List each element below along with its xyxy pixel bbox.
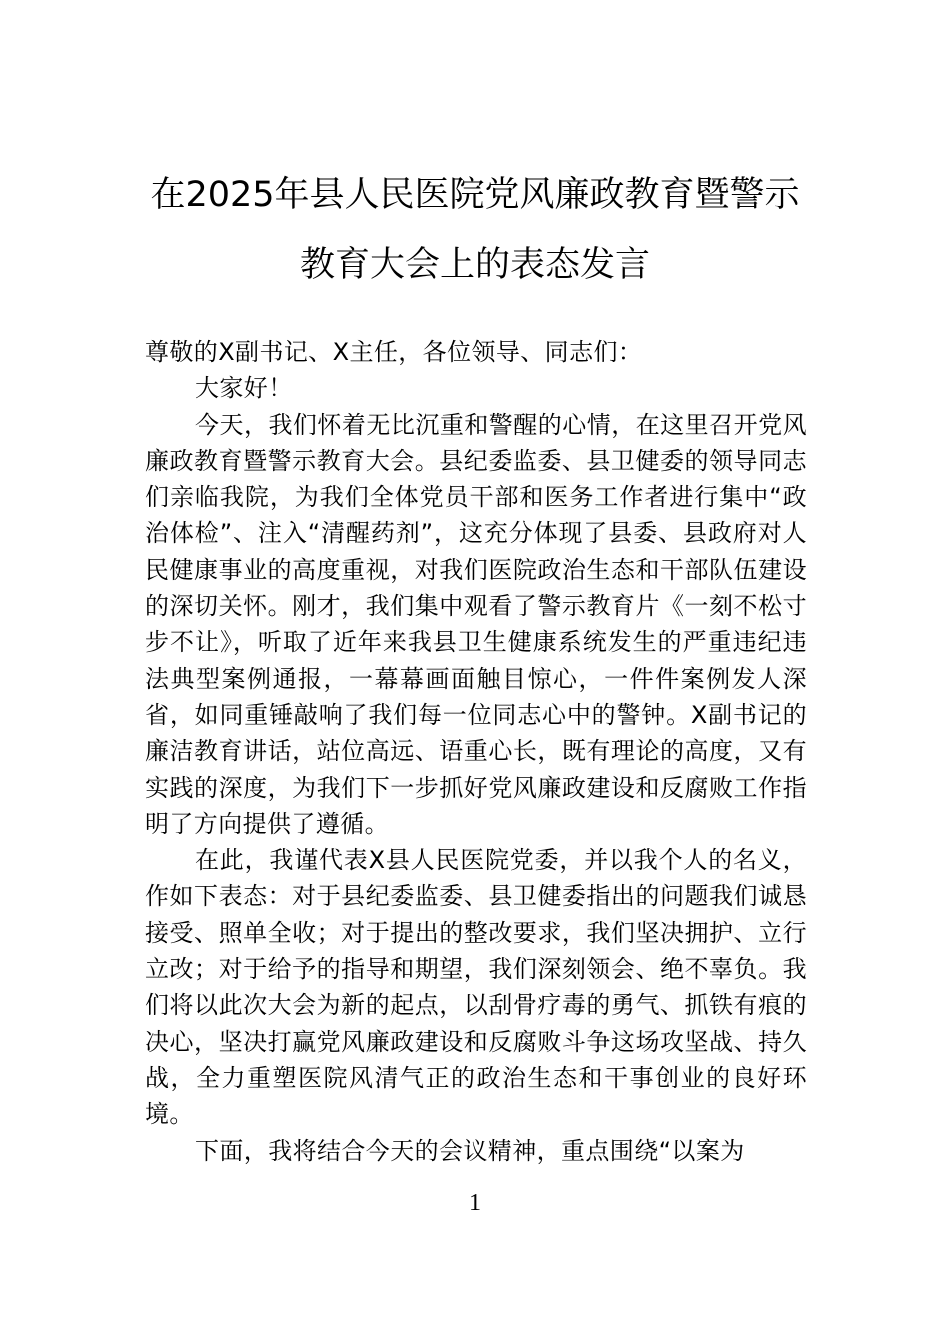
page-number: 1: [469, 1190, 481, 1216]
document-title-line-2: 教育大会上的表态发言: [299, 245, 650, 285]
greeting: 大家好！: [195, 374, 293, 403]
salutation: 尊敬的X副书记、X主任，各位领导、同志们：: [145, 338, 643, 366]
document-body: [145, 334, 807, 1169]
paragraph-opening: 今天，我们怀着无比沉重和警醒的心情，在这里召开党风廉政教育暨警示教育大会。县纪委监委、县卫健委的领导同志们亲临我院，为我们全体党员干部和医务工作者进行集中“政治体检”、注入“清醒药剂”，这充分体现了县委、县政府对人民健康事业的高度重视，对我们医院政治生态和干部队伍建设的深切关怀。刚才，我们集中观看了警示教育片《一刻不松寸步不让》，听取了近年来我县卫生健康系统发生的严重违纪违法典型案例通报，一幕幕画面触目惊心，一件件案例发人深省，如同重锤敲响了我们每一位同志心中的警钟。X副书记的廉洁教育讲话，站位高远、语重心长，既有理论的高度，又有实践的深度，为我们下一步抓好党风廉政建设和反腐败工作指明了方向提供了遵循。: [145, 410, 807, 838]
paragraph-pledge: 在此，我谨代表X县人民医院党委，并以我个人的名义，作如下表态：对于县纪委监委、县卫健委指出的问题我们诚恳接受、照单全收；对于提出的整改要求，我们坚决拥护、立行立改；对于给予的指导和期望，我们深刻领会、绝不辜负。我们将以此次大会为新的起点，以刮骨疗毒的勇气、抓铁有痕的决心，坚决打赢党风廉政建设和反腐败斗争这场攻坚战、持久战，全力重塑医院风清气正的政治生态和干事创业的良好环境。: [145, 846, 807, 1129]
document-title-line-1: 在2025年县人民医院党风廉政教育暨警示: [150, 175, 800, 215]
paragraph-continuation: 下面，我将结合今天的会议精神，重点围绕“以案为: [195, 1136, 745, 1165]
